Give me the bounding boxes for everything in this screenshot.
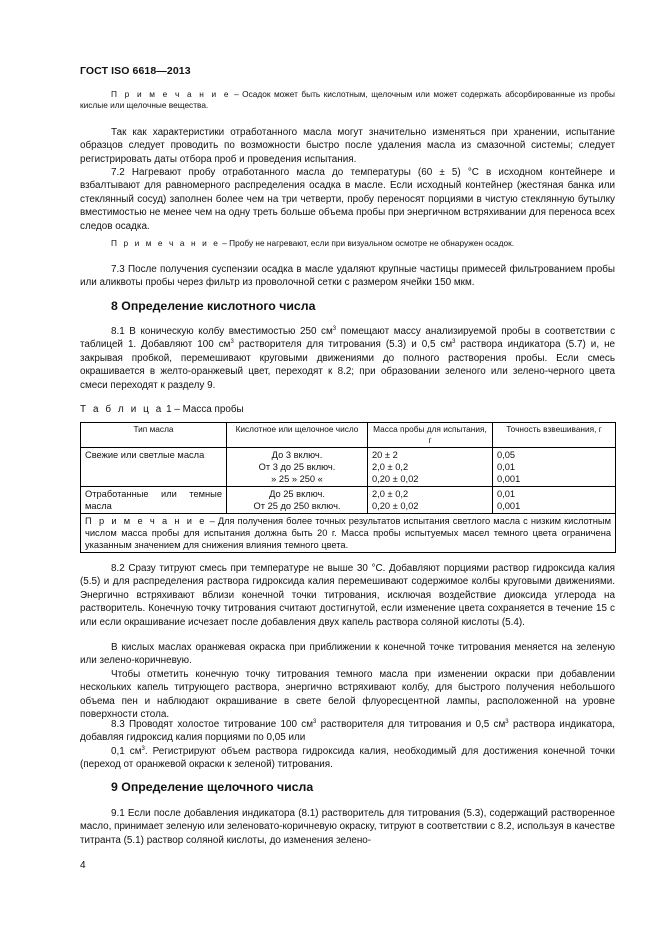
table-cell-line: 0,001 [497, 474, 521, 484]
table-row [81, 487, 616, 514]
table-cell [493, 487, 616, 514]
paragraph-end-point: Чтобы отметить конечную точку титрования темного масла при изменении окраски при добавлении нескольких капель титрующего раствора, энергично встряхивают колбу, для быстрого получения небольшого объема пен и наблюдают окрашивание в свете белой флуоресцентной лампы, расположенной на уровне поверхности стола. [80, 669, 615, 721]
table-cell-line: 0,001 [497, 501, 521, 511]
page-number: 4 [80, 860, 86, 871]
table-cell [493, 448, 616, 487]
table-cell-line: » 25 » 250 « [271, 474, 323, 484]
note-label: П р и м е ч а н и е [85, 516, 207, 526]
table-note-cell [81, 514, 616, 553]
table-caption-label: Т а б л и ц а [80, 404, 164, 415]
paragraph-acidic-oils: В кислых маслах оранжевая окраска при приближении к конечной точке титрования меняется на зеленую или зелено-коричневую. [80, 642, 615, 667]
table-caption-text: 1 – Масса пробы [163, 404, 244, 415]
paragraph-8-3-part2 [80, 745, 615, 772]
text-run: помещают массу анализируемой пробы в соответствии с таблицей 1. Добавляют 100 см [80, 326, 616, 351]
text-run: 0,1 см [111, 745, 142, 757]
superscript: 3 [313, 719, 317, 725]
paragraph-8-3-part1 [80, 718, 615, 745]
table-cell: Свежие или светлые масла [81, 448, 227, 487]
table-1-wrapper [80, 422, 615, 553]
table-sample-mass [80, 422, 616, 553]
text-run: 8.3 Проводят холостое титрование 100 см [111, 719, 314, 730]
table-cell-line: 2,0 ± 0,2 [372, 489, 409, 499]
text-run: растворителя для титрования (5.3) и 0,5 см [233, 339, 453, 351]
superscript: 3 [141, 745, 145, 752]
table-cell [368, 487, 493, 514]
table-cell-line: От 25 до 250 включ. [253, 501, 341, 511]
text-run: растворителя для титрования и 0,5 см [316, 719, 506, 730]
paragraph-7-2: 7.2 Нагревают пробу отработанного масла до температуры (60 ± 5) °С в исходном контейнере и взбалтывают для равномерного распределения осадка в масле. Если исходный контейнер (жестяная банка или стеклянный сосуд) заполнен более чем на три четверти, пробу переносят порциями в чистую стеклянную бутылку вместимостью не менее чем на одну треть больше объема пробы при энергичном встряхивании для переноса всех следов осадка. [80, 167, 615, 232]
text-run: 8.1 В коническую колбу вместимостью 250 см [111, 326, 333, 337]
table-header-cell: Тип масла [81, 423, 227, 448]
table-header-row [81, 423, 616, 448]
paragraph-8-2: 8.2 Сразу титруют смесь при температуре не выше 30 °С. Добавляют порциями раствор гидроксида калия (5.5) и для распределения раствора гидроксида калия перемешивают содержимое колбы круговыми движениями. Энергично встряхивают вблизи конечной точки титрования, исключая воздействие диоксида углерода на растворитель. Конечную точку титрования считают достигнутой, если изменение цвета сохраняется в течение 15 с или если окрашивание исчезает после добавления двух капель раствора соляной кислоты (5.4). [80, 563, 615, 628]
table-cell-line: 0,20 ± 0,02 [372, 501, 419, 511]
table-cell [227, 487, 368, 514]
paragraph-storage: Так как характеристики отработанного масла могут значительно изменяться при хранении, испытание образцов следует проводить по возможности быстро после удаления масла из смазочной системы; следует регистрировать даты отбора проб и проведения испытания. [80, 127, 615, 165]
table-header-cell: Точность взвешивания, г [493, 423, 616, 448]
table-caption [80, 404, 615, 415]
table-header-cell: Кислотное или щелочное число [227, 423, 368, 448]
table-cell [227, 448, 368, 487]
table-cell-line: До 25 включ. [269, 489, 325, 499]
table-cell-line: 0,05 [497, 450, 516, 460]
table-cell-line: 2,0 ± 0,2 [372, 462, 409, 472]
table-cell-line: 0,20 ± 0,02 [372, 474, 419, 484]
table-header-cell: Масса пробы для испытания, г [368, 423, 493, 448]
table-cell-line: До 3 включ. [271, 450, 323, 460]
table-cell-line: 20 ± 2 [372, 450, 398, 460]
paragraph-8-3 [80, 718, 615, 772]
superscript: 3 [452, 339, 456, 346]
table-cell-line: 0,01 [497, 462, 516, 472]
paragraph-7-3: 7.3 После получения суспензии осадка в масле удаляют крупные частицы примесей фильтрованием пробы или аликвоты пробы через фильтр из проволочной сетки с размером ячейки 150 мкм. [80, 264, 615, 289]
table-cell [368, 448, 493, 487]
paragraph-8-1 [80, 325, 615, 392]
note-text: – Осадок может быть кислотным, щелочным или может содержать абсорбированные из пробы кислые или щелочные вещества. [80, 89, 615, 111]
table-note-row [81, 514, 616, 553]
note-text: – Для получения более точных результатов испытания светлого масла с низким кислотным числом масса пробы для испытания должна быть 20 г. Масса пробы испытуемых масел темного цвета ограничена указанным значением для снижения влияния темного цвета. [85, 516, 611, 550]
superscript: 3 [505, 719, 509, 725]
text-run: . Регистрируют объем раствора гидроксида калия, необходимый для достижения конечной точки (переход от оранжевой окраски к зеленой) титрования. [80, 745, 615, 771]
note-label: П р и м е ч а н и е [111, 89, 231, 99]
note-sediment [80, 89, 615, 111]
note-text: – Пробу не нагревают, если при визуальном осмотре не обнаружен осадок. [219, 238, 515, 248]
note-no-heating [80, 238, 615, 249]
table-cell-line: От 3 до 25 включ. [258, 462, 336, 472]
superscript: 3 [332, 326, 337, 332]
text-run: раствора индикатора, добавляя гидроксид калия порциями по 0,05 или [80, 719, 615, 744]
paragraph-9-1: 9.1 Если после добавления индикатора (8.1) растворитель для титрования (5.3), содержащий растворенное масло, принимает зеленую или зеленовато-коричневую окраску, титруют в соответствии с 8.2, используя в качестве титранта (5.1) раствор соляной кислоты, до изменения зелено- [80, 808, 615, 846]
note-label: П р и м е ч а н и е [111, 238, 220, 248]
superscript: 3 [230, 339, 234, 346]
text-run: раствора индикатора (5.7) и, не закрывая пробкой, перемешивают круговыми движениями до полного растворения пробы. Если смесь окрашивается в желто-оранжевый цвет, переходят к 8.2; при образовании зеленого или зелено-черного цвета смеси переходят к разделу 9. [80, 339, 616, 391]
table-cell-line: 0,01 [497, 489, 516, 499]
document-header: ГОСТ ISO 6618—2013 [80, 65, 191, 77]
table-row [81, 448, 616, 487]
table-cell: Отработанные или темные масла [81, 487, 227, 514]
section-9-heading: 9 Определение щелочного числа [111, 780, 314, 794]
section-8-heading: 8 Определение кислотного числа [111, 299, 316, 313]
